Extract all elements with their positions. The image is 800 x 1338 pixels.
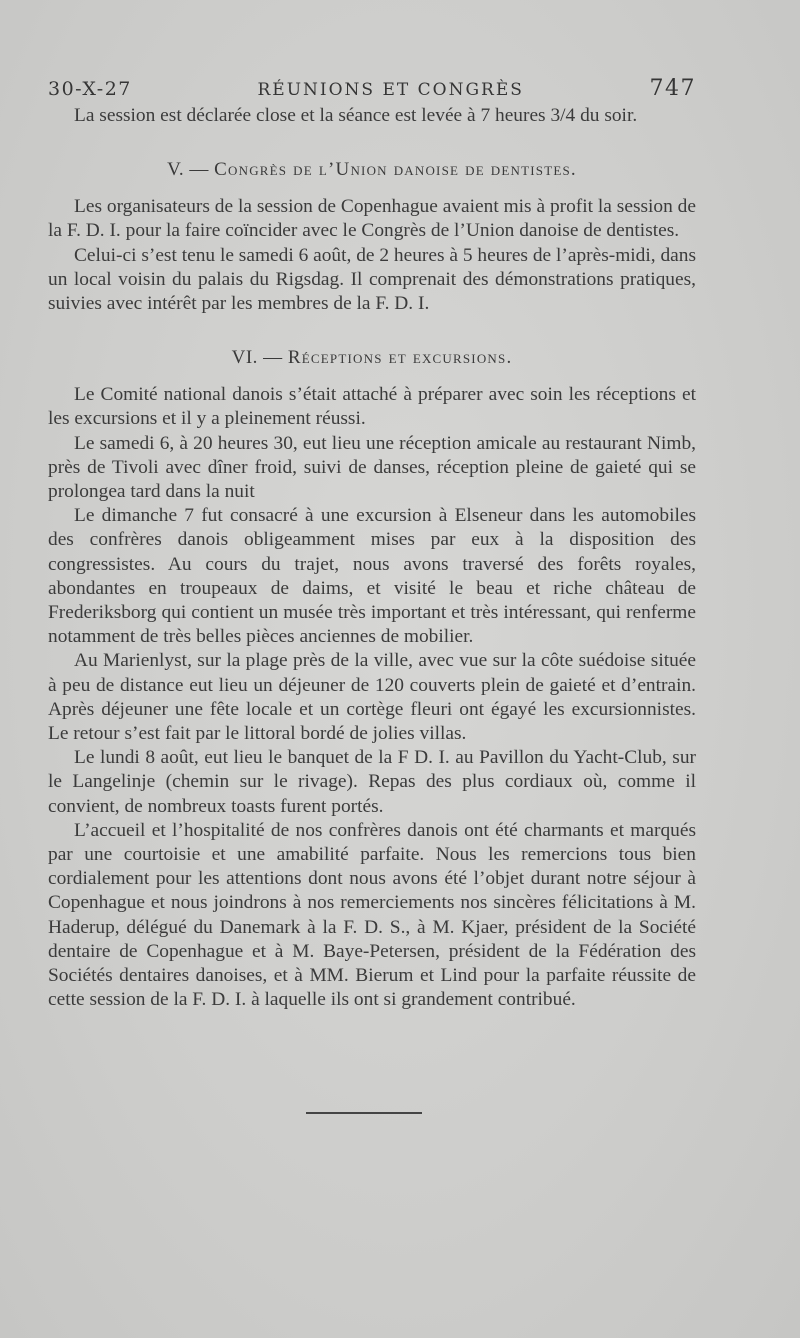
paragraph: L’accueil et l’hospitalité de nos confrères danois ont été charmants et marqués par une courtoisie et une amabilité parfaite. Nous les remercions tous bien cordialement pour les attentions dont nous avons été l’objet durant notre séjour à Copenhague et nous joindrons à nos remerciements nos sincères félicitations à M. Haderup, délégué du Danemark à la F. D. S., à M. Kjaer, président de la Société dentaire de Copenhague et à M. Baye-Petersen, président de la Fédération des Sociétés dentaires danoises, et à MM. Bierum et Lind pour la parfaite réussite de cette session de la F. D. I. à laquelle ils ont si grandement contribué.: [48, 819, 696, 1011]
closing-rule: [306, 1112, 422, 1114]
section-5-body: [48, 195, 696, 316]
paragraph: Au Marienlyst, sur la plage près de la ville, avec vue sur la côte suédoise située à peu de distance eut lieu un déjeuner de 120 couverts plein de gaieté et d’entrain. Après déjeuner une fête locale et un cortège fleuri ont égayé les excursionnistes. Le retour s’est fait par le littoral bordé de jolies villas.: [48, 650, 696, 745]
section-6-numeral: VI. —: [231, 347, 283, 369]
paragraph: Le Comité national danois s’était attaché à préparer avec soin les réceptions et les excursions et il y a pleinement réussi.: [48, 384, 696, 430]
paragraph: Celui-ci s’est tenu le samedi 6 août, de 2 heures à 5 heures de l’après-midi, dans un local voisin du palais du Rigsdag. Il comprenait des démonstrations pratiques, suivies avec intérêt par les membres de la F. D. I.: [48, 244, 696, 315]
section-5-numeral: V. —: [167, 159, 209, 181]
document-page: [48, 70, 696, 1013]
paragraph: Le lundi 8 août, eut lieu le banquet de la F D. I. au Pavillon du Yacht-Club, sur le Langelinje (chemin sur le rivage). Repas des plus cordiaux où, comme il convient, de nombreux toasts furent portés.: [48, 747, 696, 817]
header-issue-date: 30-X-27: [48, 78, 132, 100]
section-heading-5: [48, 158, 696, 182]
section-5-title: Congrès de l’Union danoise de dentistes.: [214, 159, 577, 181]
section-heading-6: [48, 346, 696, 370]
section-6-body: [48, 383, 696, 1012]
header-title: RÉUNIONS ET CONGRÈS: [257, 80, 524, 100]
page-number: 747: [649, 76, 696, 101]
paragraph: Les organisateurs de la session de Copenhague avaient mis à profit la session de la F. D. I. pour la faire coïncider avec le Congrès de l’Union danoise de dentistes.: [48, 196, 696, 242]
running-head: [48, 70, 696, 104]
body-text: [48, 104, 696, 128]
paragraph-session-close: La session est déclarée close et la séance est levée à 7 heures 3/4 du soir.: [74, 105, 638, 126]
paragraph: Le dimanche 7 fut consacré à une excursion à Elseneur dans les automobiles des confrères danois obligeamment mises par eux à la disposition des congressistes. Au cours du trajet, nous avons traversé des forêts royales, abondantes en troupeaux de daims, et visité le beau et riche château de Frederiksborg qui contient un musée très important et très intéressant, qui renferme notamment de très belles pièces anciennes de mobilier.: [48, 505, 696, 648]
paragraph: Le samedi 6, à 20 heures 30, eut lieu une réception amicale au restaurant Nimb, près de Tivoli avec dîner froid, suivi de danses, réception pleine de gaieté qui se prolongea tard dans la nuit: [48, 432, 696, 503]
section-6-title: Réceptions et excursions.: [287, 347, 513, 369]
